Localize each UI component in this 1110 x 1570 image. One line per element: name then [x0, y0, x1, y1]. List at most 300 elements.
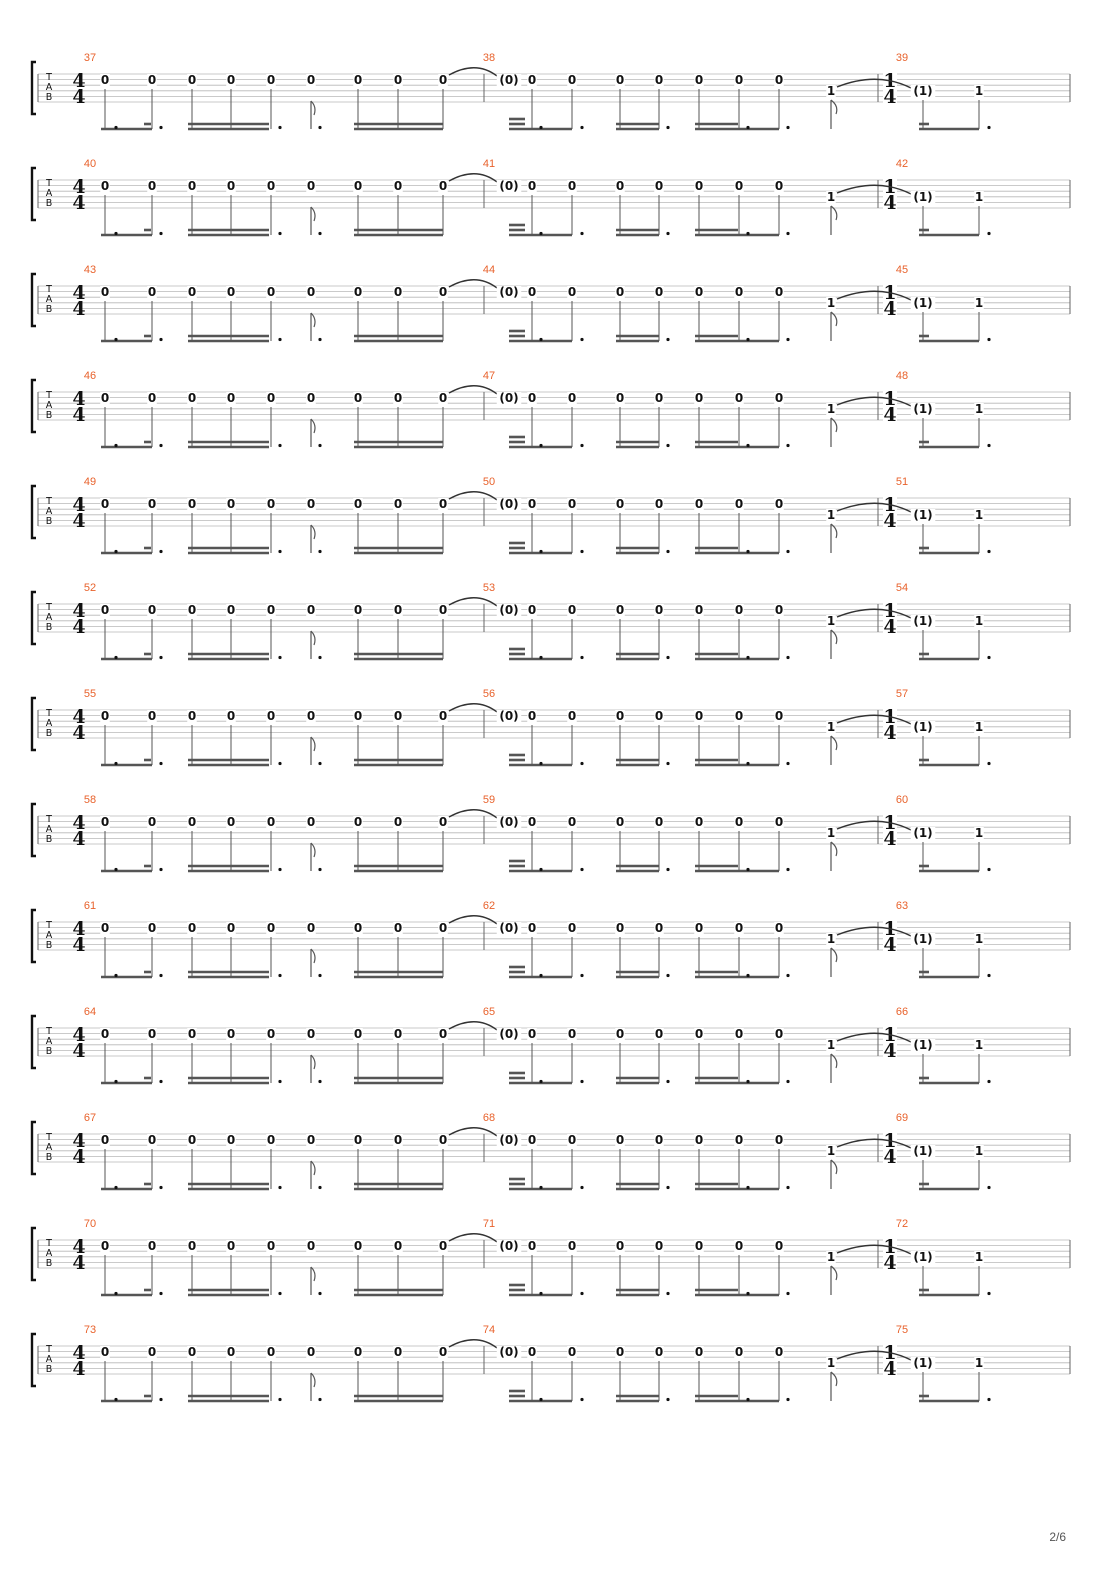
rhythm-dot — [159, 232, 162, 235]
rhythm-dot — [786, 1080, 789, 1083]
rhythm-dot — [666, 656, 669, 659]
fret-number: 0 — [694, 1133, 704, 1147]
fret-number: (0) — [499, 285, 519, 299]
measure-number: 74 — [482, 1324, 496, 1336]
tab-clef-letter: T — [46, 390, 52, 401]
fret-number: 0 — [615, 709, 625, 723]
fret-number: 1 — [826, 720, 836, 734]
fret-number: 0 — [527, 1239, 537, 1253]
fret-number: 0 — [393, 1345, 403, 1359]
tie — [837, 821, 911, 830]
rhythm-dot — [786, 232, 789, 235]
fret-number: (0) — [499, 1345, 519, 1359]
flagged-stem — [311, 949, 315, 977]
rhythm-dot — [666, 444, 669, 447]
tie — [449, 68, 497, 76]
rhythm-dot — [159, 444, 162, 447]
tie — [837, 185, 911, 194]
rhythm-dot — [666, 338, 669, 341]
time-sig-denominator: 4 — [883, 722, 897, 744]
flagged-stem — [311, 1373, 315, 1401]
rhythm-dot — [666, 550, 669, 553]
fret-number: 0 — [438, 1345, 448, 1359]
measure-number: 37 — [83, 52, 97, 64]
rhythm-dot — [278, 868, 281, 871]
measure-number: 41 — [482, 158, 496, 170]
rhythm-dot — [666, 1292, 669, 1295]
fret-number: 1 — [974, 508, 984, 522]
fret-number: 0 — [393, 179, 403, 193]
rhythm-dot — [987, 550, 990, 553]
fret-number: 0 — [306, 921, 316, 935]
measure-number: 46 — [83, 370, 97, 382]
fret-number: 0 — [187, 1133, 197, 1147]
fret-number: 0 — [100, 709, 110, 723]
rhythm-dot — [746, 338, 749, 341]
rhythm-dot — [746, 1292, 749, 1295]
fret-number: 0 — [734, 1027, 744, 1041]
rhythm-dot — [159, 1080, 162, 1083]
fret-number: 0 — [567, 179, 577, 193]
system-bracket — [32, 274, 36, 326]
time-sig-numerator: 4 — [72, 1130, 86, 1152]
fret-number: 0 — [438, 709, 448, 723]
rhythm-dot — [786, 550, 789, 553]
rhythm-dot — [539, 550, 542, 553]
fret-number: 0 — [527, 1027, 537, 1041]
fret-number: 0 — [654, 1345, 664, 1359]
flagged-stem — [831, 1160, 837, 1189]
fret-number: 0 — [100, 1239, 110, 1253]
fret-number: (0) — [499, 73, 519, 87]
fret-number: 0 — [100, 73, 110, 87]
tie — [449, 704, 497, 712]
fret-number: 0 — [527, 709, 537, 723]
fret-number: 0 — [306, 1133, 316, 1147]
time-sig-numerator: 4 — [72, 918, 86, 940]
rhythm-dot — [278, 444, 281, 447]
fret-number: 0 — [527, 497, 537, 511]
tab-clef-letter: A — [45, 1142, 53, 1153]
tab-clef-letter: B — [45, 940, 53, 951]
fret-number: 0 — [353, 1239, 363, 1253]
rhythm-dot — [278, 1292, 281, 1295]
fret-number: 0 — [306, 603, 316, 617]
fret-number: 0 — [393, 709, 403, 723]
time-sig-denominator: 4 — [72, 934, 86, 956]
fret-number: 0 — [734, 921, 744, 935]
flagged-stem — [831, 100, 837, 129]
fret-number: 0 — [734, 603, 744, 617]
flagged-stem — [831, 630, 837, 659]
rhythm-dot — [159, 974, 162, 977]
fret-number: 0 — [615, 1239, 625, 1253]
rhythm-dot — [987, 1398, 990, 1401]
rhythm-dot — [114, 762, 117, 765]
fret-number: 0 — [527, 815, 537, 829]
fret-number: 0 — [306, 1027, 316, 1041]
rhythm-dot — [746, 444, 749, 447]
rhythm-dot — [786, 974, 789, 977]
fret-number: 0 — [654, 497, 664, 511]
rhythm-dot — [580, 656, 583, 659]
measure-number: 70 — [83, 1218, 97, 1230]
tab-clef-letter: T — [46, 920, 52, 931]
fret-number: 0 — [527, 179, 537, 193]
measure-number: 72 — [895, 1218, 909, 1230]
rhythm-dot — [987, 126, 990, 129]
time-sig-denominator: 4 — [883, 616, 897, 638]
rhythm-dot — [987, 974, 990, 977]
fret-number: 1 — [974, 614, 984, 628]
fret-number: 0 — [438, 1133, 448, 1147]
fret-number: 0 — [734, 1345, 744, 1359]
fret-number: 0 — [527, 1133, 537, 1147]
rhythm-dot — [786, 1292, 789, 1295]
measure-number: 55 — [83, 688, 97, 700]
measure-number: 60 — [895, 794, 909, 806]
time-sig-numerator: 4 — [72, 1342, 86, 1364]
fret-number: 0 — [100, 285, 110, 299]
rhythm-dot — [746, 974, 749, 977]
fret-number: 0 — [353, 603, 363, 617]
fret-number: 0 — [100, 1133, 110, 1147]
rhythm-dot — [318, 444, 321, 447]
system-bracket — [32, 486, 36, 538]
fret-number: 0 — [615, 497, 625, 511]
tab-clef-letter: B — [45, 1364, 53, 1375]
measure-number: 51 — [895, 476, 909, 488]
tie — [837, 503, 911, 512]
fret-number: 0 — [306, 709, 316, 723]
fret-number: 0 — [226, 709, 236, 723]
tie — [449, 492, 497, 500]
fret-number: 0 — [147, 1027, 157, 1041]
rhythm-dot — [114, 126, 117, 129]
fret-number: 1 — [974, 84, 984, 98]
fret-number: 1 — [974, 1250, 984, 1264]
measure-number: 56 — [482, 688, 496, 700]
rhythm-dot — [786, 126, 789, 129]
tab-clef-letter: A — [45, 400, 53, 411]
fret-number: 0 — [615, 1027, 625, 1041]
flagged-stem — [831, 948, 837, 977]
measure-number: 44 — [482, 264, 496, 276]
time-sig-denominator: 4 — [72, 404, 86, 426]
rhythm-dot — [318, 550, 321, 553]
fret-number: 0 — [774, 73, 784, 87]
fret-number: 0 — [774, 603, 784, 617]
rhythm-dot — [987, 1186, 990, 1189]
fret-number: 1 — [974, 932, 984, 946]
fret-number: 0 — [774, 179, 784, 193]
rhythm-dot — [666, 1186, 669, 1189]
fret-number: 1 — [826, 1250, 836, 1264]
tie — [449, 916, 497, 924]
flagged-stem — [311, 313, 315, 341]
tab-clef-letter: A — [45, 82, 53, 93]
flagged-stem — [311, 1267, 315, 1295]
fret-number: 1 — [974, 1144, 984, 1158]
fret-number: (0) — [499, 815, 519, 829]
rhythm-dot — [278, 550, 281, 553]
rhythm-dot — [746, 126, 749, 129]
fret-number: 0 — [567, 391, 577, 405]
fret-number: (1) — [913, 402, 933, 416]
fret-number: 0 — [774, 1239, 784, 1253]
fret-number: 0 — [147, 391, 157, 405]
fret-number: 0 — [147, 285, 157, 299]
fret-number: 0 — [694, 497, 704, 511]
rhythm-dot — [114, 974, 117, 977]
fret-number: 0 — [393, 815, 403, 829]
rhythm-dot — [580, 762, 583, 765]
measure-number: 69 — [895, 1112, 909, 1124]
fret-number: 0 — [694, 921, 704, 935]
rhythm-dot — [114, 1292, 117, 1295]
fret-number: 0 — [226, 921, 236, 935]
fret-number: 0 — [615, 73, 625, 87]
rhythm-dot — [786, 444, 789, 447]
fret-number: 0 — [774, 497, 784, 511]
rhythm-dot — [580, 232, 583, 235]
time-sig-numerator: 1 — [883, 282, 897, 304]
time-sig-numerator: 4 — [72, 282, 86, 304]
fret-number: 0 — [100, 391, 110, 405]
tab-clef-letter: B — [45, 1258, 53, 1269]
rhythm-dot — [746, 1398, 749, 1401]
time-sig-denominator: 4 — [72, 1252, 86, 1274]
system-bracket — [32, 380, 36, 432]
flagged-stem — [311, 419, 315, 447]
fret-number: 0 — [734, 1133, 744, 1147]
fret-number: 0 — [266, 709, 276, 723]
fret-number: 0 — [567, 497, 577, 511]
fret-number: 0 — [353, 1345, 363, 1359]
fret-number: 1 — [826, 1038, 836, 1052]
fret-number: 0 — [147, 815, 157, 829]
rhythm-dot — [539, 232, 542, 235]
rhythm-dot — [318, 1080, 321, 1083]
rhythm-dot — [114, 868, 117, 871]
fret-number: 0 — [393, 73, 403, 87]
time-sig-denominator: 4 — [72, 86, 86, 108]
fret-number: 0 — [353, 815, 363, 829]
page-number: 2/6 — [1049, 1530, 1066, 1544]
fret-number: 1 — [974, 720, 984, 734]
time-sig-denominator: 4 — [883, 934, 897, 956]
tab-clef-letter: T — [46, 1344, 52, 1355]
system-bracket — [32, 168, 36, 220]
rhythm-dot — [666, 232, 669, 235]
rhythm-dot — [746, 656, 749, 659]
fret-number: 0 — [187, 391, 197, 405]
rhythm-dot — [580, 868, 583, 871]
time-sig-denominator: 4 — [72, 1040, 86, 1062]
tie — [449, 1234, 497, 1242]
fret-number: 0 — [393, 921, 403, 935]
fret-number: 0 — [774, 709, 784, 723]
rhythm-dot — [539, 1080, 542, 1083]
time-sig-numerator: 4 — [72, 70, 86, 92]
measure-number: 42 — [895, 158, 909, 170]
fret-number: 0 — [654, 815, 664, 829]
measure-number: 52 — [83, 582, 97, 594]
fret-number: (1) — [913, 296, 933, 310]
fret-number: 0 — [353, 1027, 363, 1041]
fret-number: 0 — [147, 1239, 157, 1253]
flagged-stem — [831, 842, 837, 871]
fret-number: 0 — [615, 391, 625, 405]
fret-number: 0 — [438, 603, 448, 617]
rhythm-dot — [746, 1186, 749, 1189]
fret-number: (0) — [499, 391, 519, 405]
fret-number: 1 — [826, 190, 836, 204]
tab-clef-letter: B — [45, 1046, 53, 1057]
measure-number: 53 — [482, 582, 496, 594]
fret-number: (0) — [499, 497, 519, 511]
tie — [449, 810, 497, 818]
fret-number: 0 — [306, 391, 316, 405]
fret-number: 0 — [147, 1345, 157, 1359]
system-bracket — [32, 1228, 36, 1280]
rhythm-dot — [987, 1080, 990, 1083]
rhythm-dot — [539, 126, 542, 129]
fret-number: 0 — [734, 815, 744, 829]
tie — [449, 280, 497, 288]
rhythm-dot — [580, 444, 583, 447]
fret-number: 0 — [226, 179, 236, 193]
fret-number: 0 — [393, 391, 403, 405]
fret-number: 0 — [306, 815, 316, 829]
rhythm-dot — [746, 762, 749, 765]
rhythm-dot — [539, 1186, 542, 1189]
time-sig-denominator: 4 — [72, 1358, 86, 1380]
rhythm-dot — [539, 1292, 542, 1295]
flagged-stem — [831, 312, 837, 341]
measure-number: 62 — [482, 900, 496, 912]
fret-number: 0 — [567, 603, 577, 617]
time-sig-denominator: 4 — [883, 404, 897, 426]
fret-number: 0 — [654, 1027, 664, 1041]
rhythm-dot — [539, 444, 542, 447]
time-sig-numerator: 1 — [883, 176, 897, 198]
flagged-stem — [311, 101, 315, 129]
fret-number: 0 — [266, 73, 276, 87]
rhythm-dot — [318, 868, 321, 871]
fret-number: (1) — [913, 84, 933, 98]
fret-number: 0 — [306, 1345, 316, 1359]
fret-number: 0 — [694, 1239, 704, 1253]
fret-number: 0 — [615, 179, 625, 193]
rhythm-dot — [746, 550, 749, 553]
fret-number: 0 — [774, 1133, 784, 1147]
fret-number: 0 — [567, 1345, 577, 1359]
fret-number: 0 — [654, 709, 664, 723]
fret-number: 0 — [694, 73, 704, 87]
fret-number: 0 — [266, 1345, 276, 1359]
time-sig-numerator: 1 — [883, 600, 897, 622]
fret-number: 0 — [527, 921, 537, 935]
time-sig-numerator: 1 — [883, 494, 897, 516]
rhythm-dot — [987, 232, 990, 235]
rhythm-dot — [786, 1398, 789, 1401]
fret-number: (0) — [499, 709, 519, 723]
tab-clef-letter: A — [45, 612, 53, 623]
time-sig-numerator: 1 — [883, 70, 897, 92]
rhythm-dot — [539, 974, 542, 977]
tie — [837, 291, 911, 300]
time-sig-numerator: 1 — [883, 918, 897, 940]
flagged-stem — [831, 1054, 837, 1083]
fret-number: 0 — [734, 1239, 744, 1253]
fret-number: 0 — [615, 603, 625, 617]
tie — [449, 1340, 497, 1348]
system-bracket — [32, 1122, 36, 1174]
fret-number: 0 — [438, 73, 448, 87]
fret-number: 1 — [826, 508, 836, 522]
fret-number: 0 — [654, 179, 664, 193]
rhythm-dot — [539, 338, 542, 341]
fret-number: (1) — [913, 1356, 933, 1370]
flagged-stem — [831, 524, 837, 553]
fret-number: 1 — [974, 1356, 984, 1370]
fret-number: 0 — [774, 921, 784, 935]
fret-number: 0 — [226, 1345, 236, 1359]
fret-number: 0 — [187, 1239, 197, 1253]
rhythm-dot — [666, 126, 669, 129]
fret-number: 0 — [438, 815, 448, 829]
time-sig-numerator: 4 — [72, 706, 86, 728]
measure-number: 73 — [83, 1324, 97, 1336]
system-bracket — [32, 1334, 36, 1386]
fret-number: (1) — [913, 1250, 933, 1264]
fret-number: 0 — [694, 709, 704, 723]
measure-number: 38 — [482, 52, 496, 64]
tie — [449, 1022, 497, 1030]
fret-number: 0 — [527, 73, 537, 87]
rhythm-dot — [580, 126, 583, 129]
rhythm-dot — [278, 232, 281, 235]
fret-number: (1) — [913, 826, 933, 840]
measure-number: 59 — [482, 794, 496, 806]
fret-number: 0 — [694, 1027, 704, 1041]
fret-number: 0 — [100, 497, 110, 511]
measure-number: 65 — [482, 1006, 496, 1018]
fret-number: 0 — [438, 1027, 448, 1041]
rhythm-dot — [278, 656, 281, 659]
fret-number: 0 — [100, 1027, 110, 1041]
flagged-stem — [311, 737, 315, 765]
rhythm-dot — [539, 762, 542, 765]
rhythm-dot — [114, 444, 117, 447]
fret-number: 0 — [654, 603, 664, 617]
fret-number: 0 — [100, 921, 110, 935]
time-sig-denominator: 4 — [883, 828, 897, 850]
fret-number: 0 — [438, 391, 448, 405]
fret-number: 0 — [353, 179, 363, 193]
rhythm-dot — [318, 656, 321, 659]
fret-number: (0) — [499, 1239, 519, 1253]
time-sig-numerator: 4 — [72, 176, 86, 198]
fret-number: 0 — [734, 285, 744, 299]
fret-number: 0 — [353, 1133, 363, 1147]
tie — [837, 1245, 911, 1254]
rhythm-dot — [278, 338, 281, 341]
rhythm-dot — [666, 762, 669, 765]
tie — [837, 79, 911, 88]
fret-number: (0) — [499, 1133, 519, 1147]
